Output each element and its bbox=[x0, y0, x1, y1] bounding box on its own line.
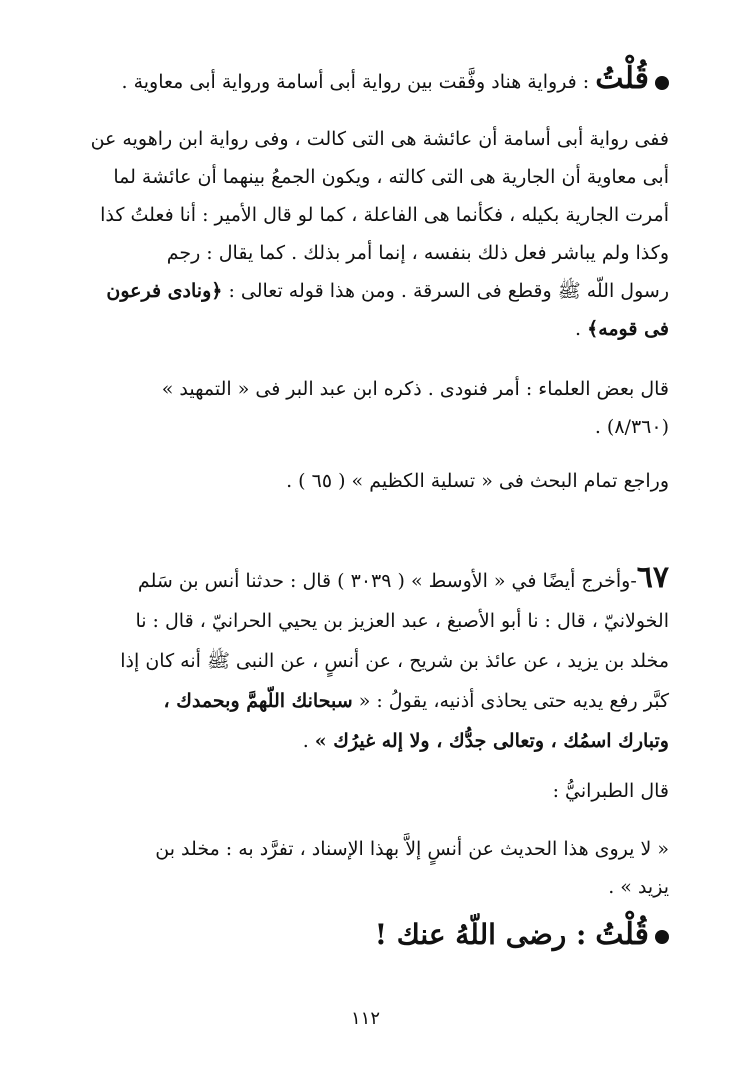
dua-text-end: وتبارك اسمُك ، وتعالى جدُّك ، ولا إله غيرُك » bbox=[314, 730, 669, 752]
hadith-number: ٦٧ bbox=[636, 560, 669, 595]
tabarani-note bbox=[61, 772, 669, 810]
hadith-line-1 bbox=[61, 558, 669, 601]
para1-line-5 bbox=[61, 272, 669, 310]
para2-line-2: (٨/٣٦٠) . bbox=[594, 416, 669, 438]
hadith-line-4 bbox=[61, 681, 669, 721]
para1-line-5-text: رسول اللّه ﷺ وقطع فى السرقة . ومن هذا قوله تعالى : bbox=[228, 280, 669, 302]
para3-line-1: وراجع تمام البحث فى « تسلية الكظيم » ( ٦٥ ) . bbox=[286, 470, 669, 492]
paragraph-3 bbox=[61, 462, 669, 500]
para2-line-1: قال بعض العلماء : أمر فنودى . ذكره ابن عبد البر فى « التمهيد » bbox=[161, 378, 669, 400]
closing-text: : رضى اللّهُ عنك ! bbox=[374, 918, 587, 951]
paragraph-1 bbox=[61, 120, 669, 348]
intro-text: : فرواية هناد وفَّقت بين رواية أبى أسامة ورواية أبى معاوية . bbox=[121, 71, 590, 93]
hadith-line-5 bbox=[61, 721, 669, 761]
tabarani-line-2: « لا يروى هذا الحديث عن أنسٍ إلاَّ بهذا الإسناد ، تفرَّد به : مخلد بن bbox=[155, 838, 669, 860]
qult-heading: قُلْتُ bbox=[595, 61, 649, 96]
quran-quote-start: ﴿ونادى فرعون bbox=[106, 280, 223, 302]
para1-line-4: وكذا ولم يباشر فعل ذلك بنفسه ، إنما أمر بذلك . كما يقال : رجم bbox=[166, 242, 669, 264]
para1-line-1: ففى رواية أبى أسامة أن عائشة هى التى كالت ، وفى رواية ابن راهويه عن bbox=[90, 128, 669, 150]
intro-line bbox=[61, 62, 669, 99]
closing-note bbox=[61, 910, 669, 960]
closing-qult: قُلْتُ bbox=[595, 917, 649, 952]
bullet-icon bbox=[655, 930, 669, 944]
hadith-line-3: مخلد بن يزيد ، عن عائذ بن شريح ، عن أنسٍ ، عن النبى ﷺ أنه كان إذا bbox=[120, 650, 669, 672]
tabarani-quote bbox=[61, 830, 669, 906]
bullet-icon bbox=[655, 76, 669, 90]
para1-line-6 bbox=[61, 310, 669, 348]
closing-line bbox=[61, 910, 669, 960]
hadith-67 bbox=[61, 558, 669, 761]
dua-text-start: سبحانك اللّهمَّ وبحمدك ، bbox=[163, 690, 353, 712]
tabarani-line-3: يزيد » . bbox=[608, 876, 669, 898]
hadith-line-2: الخولانيّ ، قال : نا أبو الأصبغ ، عبد العزيز بن يحيي الحرانيّ ، قال : نا bbox=[135, 610, 669, 632]
hadith-line-1-text: -وأخرج أيضًا في « الأوسط » ( ٣٠٣٩ ) قال : حدثنا أنس بن سَلم bbox=[137, 570, 637, 592]
paragraph-2 bbox=[61, 370, 669, 446]
hadith-line-5-end: . bbox=[302, 730, 309, 752]
hadith-line-4-text: كبَّر رفع يديه حتى يحاذى أذنيه، يقولُ : « bbox=[358, 690, 669, 712]
page-number: ١١٢ bbox=[350, 1008, 380, 1029]
para1-line-2: أبى معاوية أن الجارية هى التى كالته ، ويكون الجمعُ بينهما أن عائشة لما bbox=[113, 166, 669, 188]
quran-quote-end: فى قومه﴾ bbox=[587, 318, 669, 340]
intro-note bbox=[61, 62, 669, 99]
para1-line-6-end: . bbox=[574, 318, 582, 340]
tabarani-line-1: قال الطبرانيُّ : bbox=[552, 780, 669, 802]
para1-line-3: أمرت الجارية بكيله ، فكأنما هى الفاعلة ، كما لو قال الأمير : أنا فعلتُ كذا bbox=[100, 204, 669, 226]
